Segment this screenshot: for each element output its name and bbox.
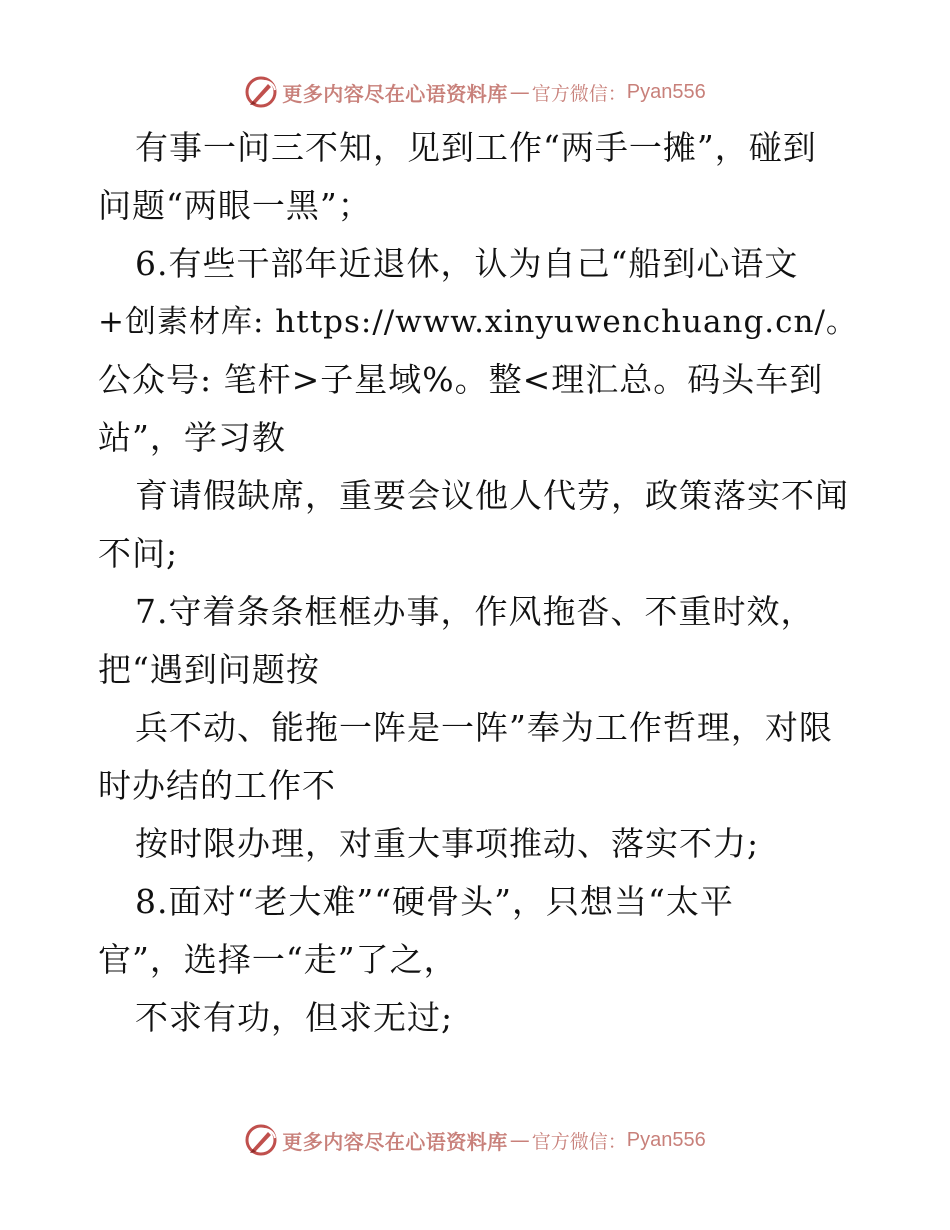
banner-wechat-label: 官方微信： xyxy=(531,1130,627,1153)
text-line: 不求有功，但求无过; xyxy=(135,998,454,1037)
text-line: 8.面对“老大难”“硬骨头”，只想当“太平 xyxy=(135,882,734,921)
banner-site-text: 更多内容尽在心语资料库 xyxy=(282,1129,508,1154)
banner-dash: — xyxy=(509,1128,530,1152)
text-line: +创素材库: https://www.xinyuwenchuang.cn/。 xyxy=(98,304,858,340)
banner-site-text: 更多内容尽在心语资料库 xyxy=(282,81,508,106)
pen-logo-icon xyxy=(244,75,278,109)
text-line: 育请假缺席，重要会议他人代劳，政策落实不闻 xyxy=(135,476,849,515)
footer-banner xyxy=(0,1120,950,1160)
text-line: 6.有些干部年近退休，认为自己“船到心语文 xyxy=(135,244,799,283)
text-line: 站”，学习教 xyxy=(98,418,286,457)
pen-logo-icon xyxy=(244,1123,278,1157)
header-banner xyxy=(0,72,950,112)
text-line: 把“遇到问题按 xyxy=(98,650,320,689)
text-line: 7.守着条条框框办事，作风拖沓、不重时效， xyxy=(135,592,815,631)
text-line: 公众号: 笔杆>子星域%。整<理汇总。码头车到 xyxy=(98,360,824,399)
banner-dash: — xyxy=(509,80,530,104)
text-line: 不问; xyxy=(98,534,179,573)
banner-wechat-label: 官方微信： xyxy=(531,82,627,105)
text-line: 兵不动、能拖一阵是一阵”奉为工作哲理，对限 xyxy=(135,708,833,747)
text-line: 问题“两眼一黑”； xyxy=(98,186,372,225)
text-line: 有事一问三不知，见到工作“两手一摊”，碰到 xyxy=(135,128,817,167)
text-line: 官”，选择一“走”了之， xyxy=(98,940,458,979)
text-line: 按时限办理，对重大事项推动、落实不力; xyxy=(135,824,760,863)
banner-wechat-id: Pyan556 xyxy=(626,80,706,103)
banner-wechat-id: Pyan556 xyxy=(626,1128,706,1151)
text-line: 时办结的工作不 xyxy=(98,766,336,805)
